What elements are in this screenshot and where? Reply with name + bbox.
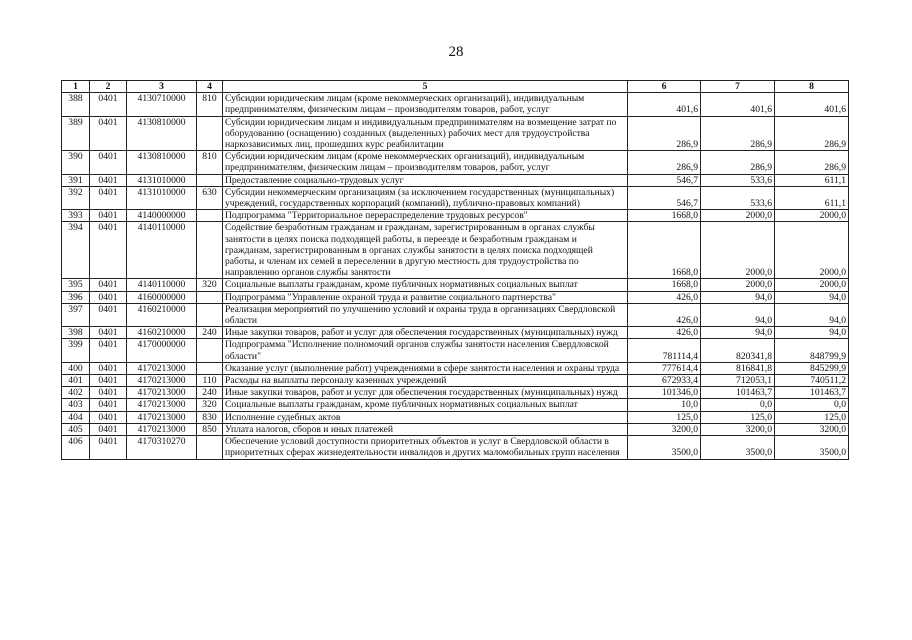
amount-col7-cell: 533,6 [701,174,775,186]
amount-col7-cell: 816841,8 [701,362,775,374]
amount-col6-cell: 672933,4 [628,375,701,387]
expense-type-cell: 110 [197,375,223,387]
amount-col8-cell: 94,0 [775,327,849,339]
amount-col7-cell: 3500,0 [701,436,775,459]
expense-type-cell: 240 [197,387,223,399]
table-row [62,291,849,303]
header-cell: 2 [90,81,127,93]
header-cell: 8 [775,81,849,93]
table-row [62,436,849,459]
row-number-cell: 405 [62,423,90,435]
table-row [62,362,849,374]
row-number-cell: 406 [62,436,90,459]
budget-table [61,80,849,460]
amount-col8-cell: 286,9 [775,116,849,151]
amount-col8-cell: 286,9 [775,151,849,174]
expense-type-cell [197,303,223,326]
amount-col7-cell: 3200,0 [701,423,775,435]
table-row [62,423,849,435]
target-code-cell: 4130810000 [127,116,197,151]
target-code-cell: 4160210000 [127,303,197,326]
description-cell: Субсидии юридическим лицам (кроме некоммерческих организаций), индивидуальным предпринимателям, физическим лицам – производителям товаров, работ, услуг [223,151,628,174]
amount-col7-cell: 533,6 [701,186,775,209]
description-cell: Иные закупки товаров, работ и услуг для обеспечения государственных (муниципальных) нужд [223,387,628,399]
expense-type-cell: 810 [197,93,223,116]
amount-col6-cell: 546,7 [628,174,701,186]
amount-col6-cell: 286,9 [628,116,701,151]
expense-type-cell [197,116,223,151]
section-code-cell: 0401 [90,327,127,339]
table-row [62,222,849,279]
target-code-cell: 4170213000 [127,411,197,423]
amount-col8-cell: 2000,0 [775,279,849,291]
header-cell: 6 [628,81,701,93]
row-number-cell: 393 [62,210,90,222]
expense-type-cell: 240 [197,327,223,339]
row-number-cell: 404 [62,411,90,423]
row-number-cell: 401 [62,375,90,387]
table-row [62,93,849,116]
target-code-cell: 4170213000 [127,375,197,387]
row-number-cell: 399 [62,339,90,362]
table-row [62,116,849,151]
amount-col7-cell: 712053,1 [701,375,775,387]
section-code-cell: 0401 [90,423,127,435]
expense-type-cell: 630 [197,186,223,209]
amount-col8-cell: 101463,7 [775,387,849,399]
expense-type-cell [197,291,223,303]
expense-type-cell: 320 [197,279,223,291]
amount-col6-cell: 777614,4 [628,362,701,374]
row-number-cell: 388 [62,93,90,116]
target-code-cell: 4131010000 [127,186,197,209]
table-row [62,279,849,291]
expense-type-cell: 830 [197,411,223,423]
amount-col8-cell: 845299,9 [775,362,849,374]
section-code-cell: 0401 [90,93,127,116]
row-number-cell: 402 [62,387,90,399]
description-cell: Исполнение судебных актов [223,411,628,423]
amount-col6-cell: 10,0 [628,399,701,411]
section-code-cell: 0401 [90,210,127,222]
expense-type-cell [197,222,223,279]
amount-col6-cell: 401,6 [628,93,701,116]
amount-col6-cell: 426,0 [628,327,701,339]
table-row [62,186,849,209]
row-number-cell: 392 [62,186,90,209]
amount-col6-cell: 781114,4 [628,339,701,362]
amount-col7-cell: 94,0 [701,303,775,326]
description-cell: Обеспечение условий доступности приоритетных объектов и услуг в Свердловской области в приоритетных сферах жизнедеятельности инвалидов и других маломобильных групп населения [223,436,628,459]
row-number-cell: 390 [62,151,90,174]
amount-col8-cell: 3200,0 [775,423,849,435]
table-row [62,375,849,387]
header-cell: 5 [223,81,628,93]
amount-col8-cell: 401,6 [775,93,849,116]
section-code-cell: 0401 [90,399,127,411]
table-row [62,303,849,326]
amount-col6-cell: 125,0 [628,411,701,423]
amount-col7-cell: 125,0 [701,411,775,423]
section-code-cell: 0401 [90,387,127,399]
description-cell: Подпрограмма "Управление охраной труда и развитие социального партнерства" [223,291,628,303]
amount-col6-cell: 1668,0 [628,279,701,291]
table-row [62,339,849,362]
amount-col6-cell: 426,0 [628,291,701,303]
header-cell: 7 [701,81,775,93]
row-number-cell: 391 [62,174,90,186]
section-code-cell: 0401 [90,411,127,423]
table-row [62,327,849,339]
amount-col7-cell: 0,0 [701,399,775,411]
expense-type-cell [197,362,223,374]
section-code-cell: 0401 [90,362,127,374]
amount-col8-cell: 611,1 [775,174,849,186]
amount-col7-cell: 286,9 [701,116,775,151]
amount-col8-cell: 94,0 [775,291,849,303]
expense-type-cell [197,174,223,186]
row-number-cell: 400 [62,362,90,374]
target-code-cell: 4170213000 [127,362,197,374]
description-cell: Подпрограмма "Территориальное перераспределение трудовых ресурсов" [223,210,628,222]
amount-col7-cell: 2000,0 [701,210,775,222]
target-code-cell: 4130810000 [127,151,197,174]
expense-type-cell: 810 [197,151,223,174]
section-code-cell: 0401 [90,303,127,326]
amount-col7-cell: 94,0 [701,291,775,303]
row-number-cell: 397 [62,303,90,326]
expense-type-cell [197,210,223,222]
page-number: 28 [448,44,464,60]
row-number-cell: 398 [62,327,90,339]
description-cell: Иные закупки товаров, работ и услуг для обеспечения государственных (муниципальных) нужд [223,327,628,339]
section-code-cell: 0401 [90,436,127,459]
target-code-cell: 4140000000 [127,210,197,222]
section-code-cell: 0401 [90,116,127,151]
amount-col8-cell: 611,1 [775,186,849,209]
section-code-cell: 0401 [90,174,127,186]
amount-col6-cell: 426,0 [628,303,701,326]
row-number-cell: 389 [62,116,90,151]
amount-col8-cell: 740511,2 [775,375,849,387]
amount-col8-cell: 848799,9 [775,339,849,362]
row-number-cell: 394 [62,222,90,279]
section-code-cell: 0401 [90,339,127,362]
row-number-cell: 396 [62,291,90,303]
description-cell: Подпрограмма "Исполнение полномочий органов службы занятости населения Свердловской области" [223,339,628,362]
section-code-cell: 0401 [90,186,127,209]
target-code-cell: 4160000000 [127,291,197,303]
target-code-cell: 4170310270 [127,436,197,459]
amount-col7-cell: 2000,0 [701,279,775,291]
table-row [62,411,849,423]
table-row [62,399,849,411]
description-cell: Социальные выплаты гражданам, кроме публичных нормативных социальных выплат [223,279,628,291]
amount-col7-cell: 101463,7 [701,387,775,399]
description-cell: Расходы на выплаты персоналу казенных учреждений [223,375,628,387]
amount-col8-cell: 2000,0 [775,210,849,222]
section-code-cell: 0401 [90,279,127,291]
description-cell: Предоставление социально-трудовых услуг [223,174,628,186]
row-number-cell: 403 [62,399,90,411]
target-code-cell: 4130710000 [127,93,197,116]
table-row [62,151,849,174]
section-code-cell: 0401 [90,151,127,174]
target-code-cell: 4170213000 [127,423,197,435]
amount-col7-cell: 94,0 [701,327,775,339]
amount-col6-cell: 546,7 [628,186,701,209]
header-cell: 1 [62,81,90,93]
target-code-cell: 4140110000 [127,222,197,279]
amount-col8-cell: 0,0 [775,399,849,411]
amount-col8-cell: 2000,0 [775,222,849,279]
target-code-cell: 4140110000 [127,279,197,291]
description-cell: Уплата налогов, сборов и иных платежей [223,423,628,435]
header-row [62,81,849,93]
expense-type-cell [197,339,223,362]
amount-col7-cell: 2000,0 [701,222,775,279]
amount-col6-cell: 101346,0 [628,387,701,399]
amount-col8-cell: 3500,0 [775,436,849,459]
amount-col8-cell: 125,0 [775,411,849,423]
header-cell: 3 [127,81,197,93]
table-row [62,174,849,186]
target-code-cell: 4170000000 [127,339,197,362]
description-cell: Субсидии некоммерческим организациям (за исключением государственных (муниципальных) учреждений, государственных корпораций (компаний), публично-правовых компаний) [223,186,628,209]
target-code-cell: 4131010000 [127,174,197,186]
target-code-cell: 4170213000 [127,399,197,411]
description-cell: Субсидии юридическим лицам и индивидуальным предпринимателям на возмещение затрат по оборудованию (оснащению) созданных (выделенных) рабочих мест для трудоустройства наркозависимых лиц, прошедших курс реабилитации [223,116,628,151]
amount-col6-cell: 286,9 [628,151,701,174]
table-row [62,387,849,399]
expense-type-cell: 850 [197,423,223,435]
header-cell: 4 [197,81,223,93]
amount-col7-cell: 286,9 [701,151,775,174]
amount-col6-cell: 1668,0 [628,210,701,222]
target-code-cell: 4170213000 [127,387,197,399]
section-code-cell: 0401 [90,222,127,279]
description-cell: Реализация мероприятий по улучшению условий и охраны труда в организациях Свердловской области [223,303,628,326]
description-cell: Содействие безработным гражданам и гражданам, зарегистрированным в органах службы занятости в целях поиска подходящей работы, в переезде и безработным гражданам и гражданам, зарегистрированным в органах службы занятости в целях поиска подходящей работы, и членам их семей в переселении в другую местность для трудоустройства по направлению органов службы занятости [223,222,628,279]
table-row [62,210,849,222]
expense-type-cell [197,436,223,459]
section-code-cell: 0401 [90,375,127,387]
amount-col6-cell: 3500,0 [628,436,701,459]
row-number-cell: 395 [62,279,90,291]
amount-col7-cell: 820341,8 [701,339,775,362]
amount-col8-cell: 94,0 [775,303,849,326]
description-cell: Субсидии юридическим лицам (кроме некоммерческих организаций), индивидуальным предпринимателям, физическим лицам – производителям товаров, работ, услуг [223,93,628,116]
amount-col6-cell: 3200,0 [628,423,701,435]
amount-col6-cell: 1668,0 [628,222,701,279]
description-cell: Оказание услуг (выполнение работ) учреждениями в сфере занятости населения и охраны труда [223,362,628,374]
amount-col7-cell: 401,6 [701,93,775,116]
target-code-cell: 4160210000 [127,327,197,339]
section-code-cell: 0401 [90,291,127,303]
expense-type-cell: 320 [197,399,223,411]
description-cell: Социальные выплаты гражданам, кроме публичных нормативных социальных выплат [223,399,628,411]
